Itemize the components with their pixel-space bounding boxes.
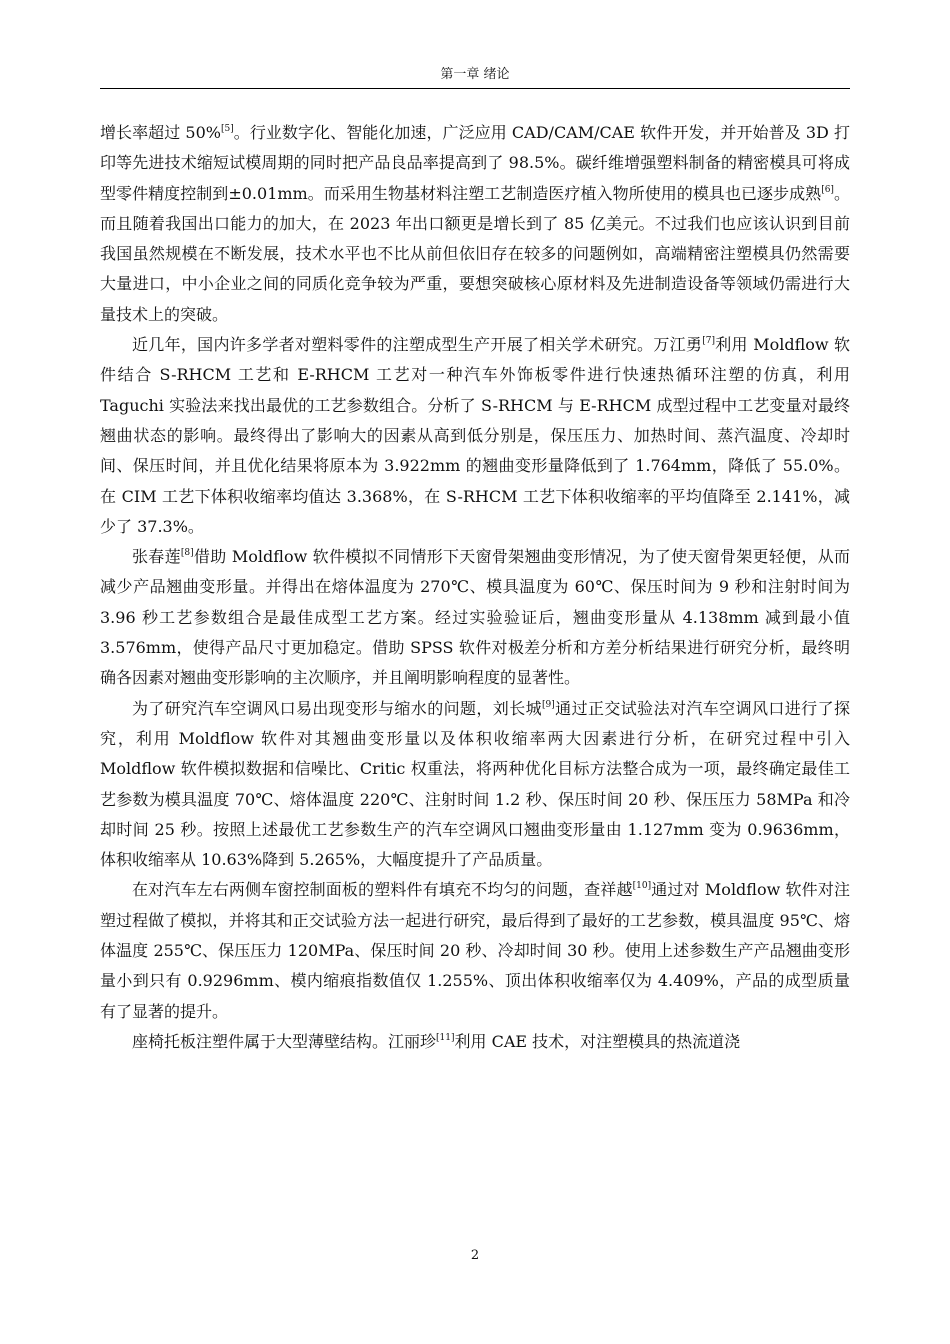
paragraph — [100, 875, 850, 1026]
paragraph-text: 通过正交试验法对汽车空调风口进行了探究，利用 Moldflow 软件对其翘曲变形量以及体积收缩率两大因素进行分析，在研究过程中引入 Moldflow 软件模拟数据和信噪比、Critic 权重法，将两种优化目标方法整合成为一项，最终确定最佳工艺参数为模具温度 70℃、熔体温度 220℃、注射时间 1.2 秒、保压时间 20 秒、保压压力 58MPa 和冷却时间 25 秒。按照上述最优工艺参数生产的汽车空调风口翘曲变形量由 1.127mm 变为 0.9636mm，体积收缩率从 10.63%降到 5.265%，大幅度提升了产品质量。 — [100, 698, 850, 870]
citation-ref: [5] — [221, 124, 234, 134]
paragraph — [100, 542, 850, 693]
paragraph — [100, 1027, 850, 1057]
paragraph-text: 近几年，国内许多学者对塑料零件的注塑成型生产开展了相关学术研究。万江勇 — [132, 335, 703, 355]
citation-ref: [11] — [436, 1032, 455, 1043]
paragraph-text: 借助 Moldflow 软件模拟不同情形下天窗骨架翘曲变形情况，为了使天窗骨架更轻便，从而减少产品翘曲变形量。并得出在熔体温度为 270℃、模具温度为 60℃、保压时间为 9 秒和注射时间为 3.96 秒工艺参数组合是最佳成型工艺方案。经过实验验证后，翘曲变形量从 4.138mm 减到最小值 3.576mm，使得产品尺寸更加稳定。借助 SPSS 软件对极差分析和方差分析结果进行研究分析，最终明确各因素对翘曲变形影响的主次顺序，并且阐明影响程度的显著性。 — [100, 547, 850, 688]
page-footer — [0, 1248, 950, 1263]
citation-ref: [6] — [821, 184, 834, 195]
chapter-title: 第一章 绪论 — [440, 67, 510, 82]
page-number: 2 — [470, 1248, 480, 1263]
paragraph-text: 在对汽车左右两侧车窗控制面板的塑料件有填充不均匀的问题，查祥越 — [132, 880, 633, 900]
citation-ref: [9] — [542, 699, 555, 710]
body-text — [100, 118, 850, 1057]
paragraph-text: 张春莲 — [132, 547, 181, 567]
paragraph-text: 通过对 Moldflow 软件对注塑过程做了模拟，并将其和正交试验方法一起进行研究，最后得到了最好的工艺参数，模具温度 95℃、熔体温度 255℃、保压压力 120MPa、保压时间 20 秒、冷却时间 30 秒。使用上述参数生产产品翘曲变形量小到只有 0.9296mm、模内缩痕指数值仅 1.255%、顶出体积收缩率仅为 4.409%，产品的成型质量有了显著的提升。 — [100, 880, 850, 1021]
paragraph-text: 利用 Moldflow 软件结合 S-RHCM 工艺和 E-RHCM 工艺对一种汽车外饰板零件进行快速热循环注塑的仿真，利用 Taguchi 实验法来找出最优的工艺参数组合。分析了 S-RHCM 与 E-RHCM 成型过程中工艺变量对最终翘曲状态的影响。最终得出了影响大的因素从高到低分别是，保压压力、加热时间、蒸汽温度、冷却时间、保压时间，并且优化结果将原本为 3.922mm 的翘曲变形量降低到了 1.764mm，降低了 55.0%。在 CIM 工艺下体积收缩率均值达 3.368%，在 S-RHCM 工艺下体积收缩率的平均值降至 2.141%，减少了 37.3%。 — [100, 335, 850, 536]
paragraph — [100, 330, 850, 542]
running-header — [100, 66, 850, 89]
paragraph — [100, 694, 850, 876]
citation-ref: [10] — [632, 881, 652, 892]
paragraph — [100, 118, 850, 330]
paragraph-text: 为了研究汽车空调风口易出现变形与缩水的问题，刘长城 — [132, 698, 543, 718]
paragraph-text: 利用 CAE 技术，对注塑模具的热流道浇 — [454, 1031, 741, 1051]
paragraph-text: 。行业数字化、智能化加速，广泛应用 CAD/CAM/CAE 软件开发，并开始普及 3D 打印等先进技术缩短试模周期的同时把产品良品率提高到了 98.5%。碳纤维增强塑料制备的精密模具可将成型零件精度控制到±0.01mm。而采用生物基材料注塑工艺制造医疗植入物所使用的模具也已逐步成熟 — [100, 123, 850, 203]
paragraph-text: 。而且随着我国出口能力的加大，在 2023 年出口额更是增长到了 85 亿美元。不过我们也应该认识到目前我国虽然规模在不断发展，技术水平也不比从前但依旧存在较多的问题例如，高端精密注塑模具仍然需要大量进口，中小企业之间的同质化竞争较为严重，要想突破核心原材料及先进制造设备等领域仍需进行大量技术上的突破。 — [100, 183, 850, 324]
paragraph-text: 增长率超过 50% — [100, 123, 221, 142]
citation-ref: [7] — [702, 336, 715, 347]
citation-ref: [8] — [180, 548, 194, 559]
paragraph-text: 座椅托板注塑件属于大型薄壁结构。江丽珍 — [132, 1031, 437, 1051]
